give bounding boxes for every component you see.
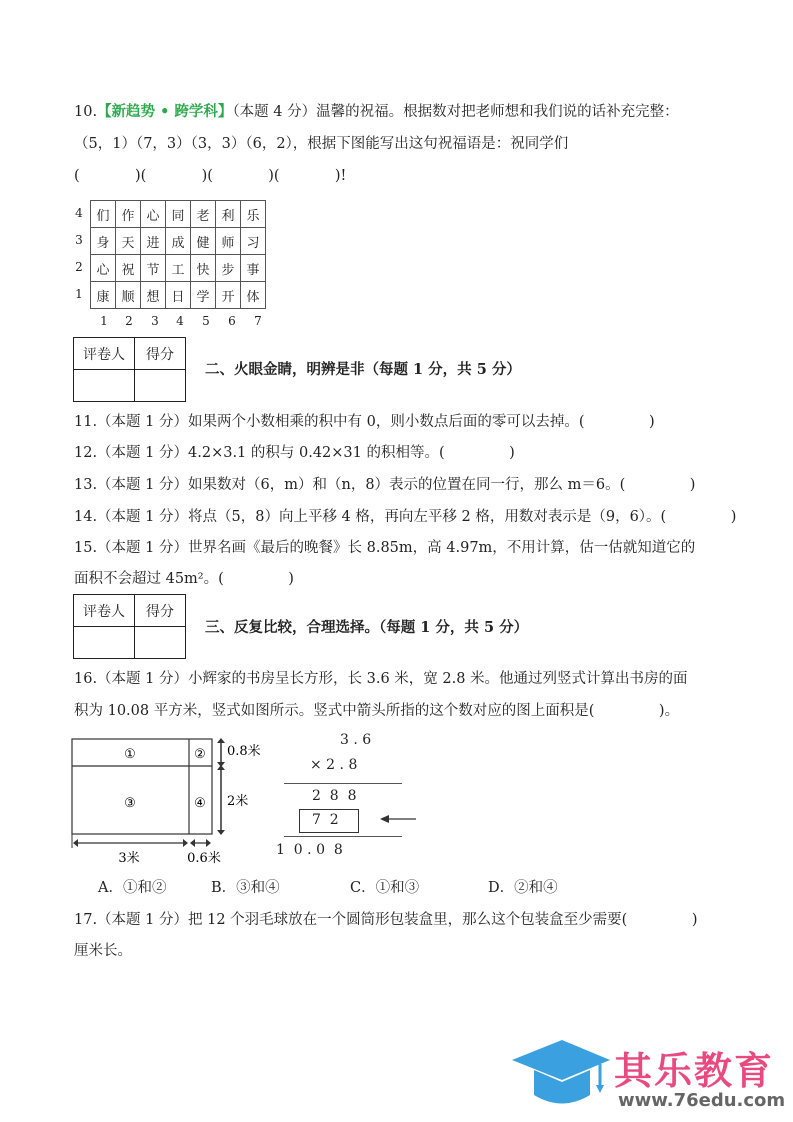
col-label: 1 (100, 314, 108, 328)
grid-cell: 心 (91, 255, 116, 282)
arrowhead (217, 765, 225, 770)
grader-field[interactable] (74, 370, 135, 402)
partial-product-2: 7 2 (312, 812, 339, 828)
section3-title: 三、反复比较，合理选择。（每题 1 分，共 5 分） (205, 619, 529, 636)
brand-url[interactable]: www.76edu.com (618, 1090, 786, 1111)
grid-cell: 快 (191, 255, 216, 282)
label-top-height: 0.8米 (227, 744, 261, 759)
grid-cell: 康 (91, 282, 116, 309)
arrowhead (206, 839, 211, 847)
q10-number: 10. (74, 104, 98, 120)
col-label: 2 (125, 314, 133, 328)
region-1: ① (124, 747, 136, 762)
grader-box (73, 337, 186, 402)
question-15: 15.（本题 1 分）世界名画《最后的晚餐》长 8.85m，高 4.97m，不用计算，估一估就知道它的 (74, 540, 696, 556)
row-label: 3 (75, 233, 83, 247)
grid-cell: 想 (141, 282, 166, 309)
q10-blanks[interactable]: ( )( )( )( )! (74, 168, 347, 184)
grid-cell: 天 (116, 228, 141, 255)
row-label: 2 (75, 260, 83, 274)
grid-cell: 祝 (116, 255, 141, 282)
q10-line2: （5，1）（7，3）（3，3）（6，2），根据下图能写出这句祝福语是：祝同学们 (74, 136, 569, 152)
grid-cell: 节 (141, 255, 166, 282)
product-result: 1 0 . 0 8 (276, 842, 343, 858)
grid-cell: 利 (216, 201, 241, 228)
rule-line (284, 783, 402, 784)
grid-cell: 日 (166, 282, 191, 309)
score-label: 得分 (135, 595, 186, 627)
room-diagram (64, 728, 264, 868)
grid-cell: 作 (116, 201, 141, 228)
rule-line (284, 836, 402, 837)
grid-cell: 步 (216, 255, 241, 282)
col-label: 6 (228, 314, 236, 328)
grid-cell: 心 (141, 201, 166, 228)
question-11: 11.（本题 1 分）如果两个小数相乘的积中有 0，则小数点后面的零可以去掉。( ) (74, 414, 655, 430)
grid-cell: 习 (241, 228, 266, 255)
grader-label: 评卷人 (74, 338, 135, 370)
grid-cell: 同 (166, 201, 191, 228)
score-label: 得分 (135, 338, 186, 370)
question-16-line2: 积为 10.08 平方米，竖式如图所示。竖式中箭头所指的这个数对应的图上面积是( )。 (74, 703, 680, 719)
brand-name: 其乐教育 (614, 1049, 775, 1093)
label-right-width: 0.6米 (187, 851, 221, 866)
label-bottom-height: 2米 (227, 794, 249, 809)
arrowhead (217, 738, 225, 743)
score-field[interactable] (135, 370, 186, 402)
grid-row (91, 255, 266, 282)
grid-cell: 师 (216, 228, 241, 255)
region-3: ③ (124, 796, 136, 811)
region-2: ② (194, 747, 206, 762)
q10-tag: 【新趋势 • 跨学科】 (97, 103, 233, 120)
grid-cell: 成 (166, 228, 191, 255)
col-label: 3 (151, 314, 159, 328)
grid-cell: 开 (216, 282, 241, 309)
q10-text1: （本题 4 分）温馨的祝福。根据数对把老师想和我们说的话补充完整： (232, 104, 679, 120)
grid-cell: 体 (241, 282, 266, 309)
q10-line1 (74, 102, 679, 122)
grid-cell: 老 (191, 201, 216, 228)
question-15-line2: 面积不会超过 45m²。( ) (74, 571, 294, 587)
question-13: 13.（本题 1 分）如果数对（6，m）和（n，8）表示的位置在同一行，那么 m＝6。( ) (74, 477, 696, 493)
arrowhead (190, 839, 195, 847)
arrow-left-icon (380, 813, 416, 825)
arrowhead (73, 839, 78, 847)
grid-cell: 工 (166, 255, 191, 282)
section2-title: 二、火眼金睛，明辨是非（每题 1 分，共 5 分） (205, 361, 521, 378)
col-label: 4 (176, 314, 184, 328)
grid-cell: 健 (191, 228, 216, 255)
grid-row (91, 282, 266, 309)
vertical-multiplication (270, 728, 420, 868)
grid-row (91, 201, 266, 228)
room-outline (72, 739, 212, 834)
grader-box (73, 594, 186, 659)
question-14: 14.（本题 1 分）将点（5，8）向上平移 4 格，再向左平移 2 格，用数对表示是（9，6）。( ) (74, 509, 737, 525)
grid-cell: 身 (91, 228, 116, 255)
character-grid (90, 200, 266, 309)
question-12: 12.（本题 1 分）4.2×3.1 的积与 0.42×31 的积相等。( ) (74, 445, 515, 461)
question-17-line2: 厘米长。 (74, 943, 132, 959)
option-d[interactable]: D．②和④ (488, 880, 558, 896)
option-a[interactable]: A．①和② (98, 880, 167, 896)
region-4: ④ (194, 796, 206, 811)
grader-field[interactable] (74, 627, 135, 659)
grid-cell: 进 (141, 228, 166, 255)
question-16: 16.（本题 1 分）小辉家的书房呈长方形，长 3.6 米，宽 2.8 米。他通过列竖式计算出书房的面 (74, 671, 688, 687)
partial-product-1: 2 8 8 (312, 788, 357, 804)
label-left-width: 3米 (118, 851, 140, 866)
graduation-cap-icon (510, 1040, 610, 1110)
grid-cell: 学 (191, 282, 216, 309)
multiplicand: 3 . 6 (340, 732, 372, 748)
grader-label: 评卷人 (74, 595, 135, 627)
arrowhead (183, 839, 188, 847)
col-label: 5 (202, 314, 210, 328)
grid-cell: 们 (91, 201, 116, 228)
option-b[interactable]: B．③和④ (211, 880, 280, 896)
row-label: 4 (75, 206, 83, 220)
option-c[interactable]: C．①和③ (350, 880, 420, 896)
grid-cell: 事 (241, 255, 266, 282)
multiplier: × 2 . 8 (310, 757, 358, 773)
question-17: 17.（本题 1 分）把 12 个羽毛球放在一个圆筒形包装盒里，那么这个包装盒至少需要( ) (74, 912, 698, 928)
score-field[interactable] (135, 627, 186, 659)
row-label: 1 (75, 287, 83, 301)
grid-cell: 乐 (241, 201, 266, 228)
grid-row (91, 228, 266, 255)
col-label: 7 (254, 314, 262, 328)
grid-cell: 顺 (116, 282, 141, 309)
arrowhead (217, 830, 225, 835)
